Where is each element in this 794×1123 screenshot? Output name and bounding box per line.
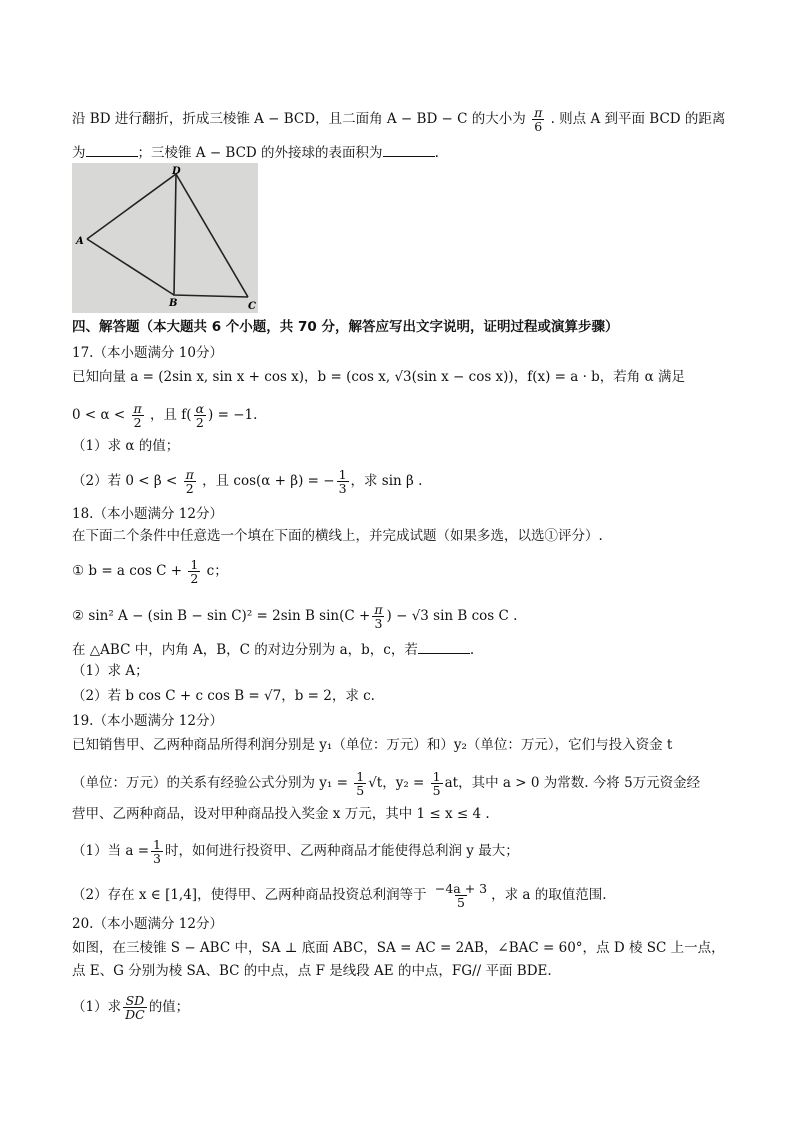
q19-text-g: ，求 a 的取值范围. bbox=[491, 887, 607, 903]
q19-text-b: √t，y₂ = bbox=[368, 775, 425, 791]
q17-line-2 bbox=[72, 402, 754, 429]
q18-text-c: ② sin² A − (sin B − sin C)² = 2sin B sin(C + bbox=[72, 608, 371, 624]
intro-line-1 bbox=[72, 106, 754, 133]
fraction-sd-dc bbox=[123, 994, 147, 1021]
intro-line-2 bbox=[72, 143, 754, 162]
q20-text-b: 的值； bbox=[148, 999, 190, 1015]
triangle-figure-svg bbox=[72, 163, 258, 313]
answer-blank-2[interactable] bbox=[383, 143, 435, 157]
frac-num: −4a + 3 bbox=[434, 881, 488, 896]
q19-title: 19.（本小题满分 12分） bbox=[72, 713, 223, 729]
q19-part-1 bbox=[72, 838, 754, 865]
q17-text-c: ) = −1. bbox=[208, 407, 258, 423]
frac-num: α bbox=[195, 401, 205, 416]
frac-den: 2 bbox=[185, 481, 194, 496]
q18-condition-2 bbox=[72, 603, 754, 630]
fraction-1-2 bbox=[188, 558, 200, 585]
fraction-1-5 bbox=[431, 770, 443, 797]
frac-den: 3 bbox=[338, 481, 347, 496]
frac-den: 5 bbox=[457, 895, 465, 910]
q18-line-1: 在下面二个条件中任意选一个填在下面的横线上，并完成试题（如果多选，以选①评分）. bbox=[72, 528, 603, 544]
q17-text-d: （2）若 0 < β < bbox=[72, 473, 178, 489]
q19-text-c: at，其中 a > 0 为常数. 今将 5万元资金经 bbox=[444, 775, 701, 791]
frac-den: 5 bbox=[432, 783, 441, 798]
q18-title: 18.（本小题满分 12分） bbox=[72, 506, 223, 522]
frac-den: 2 bbox=[133, 415, 142, 430]
q17-part-2 bbox=[72, 468, 754, 495]
intro-text-d: ；三棱锥 A − BCD 的外接球的表面积为 bbox=[137, 145, 383, 161]
q18-part-1: （1）求 A； bbox=[72, 663, 149, 679]
q18-text-f: . bbox=[469, 642, 475, 658]
q19-line-3: 营甲、乙两种商品，设对甲种商品投入奖金 x 万元，其中 1 ≤ x ≤ 4 . bbox=[72, 806, 490, 822]
intro-text-c: 为 bbox=[72, 145, 86, 161]
frac-den: 3 bbox=[374, 616, 383, 631]
q17-text-a: 0 < α < bbox=[72, 407, 126, 423]
label-d: D bbox=[172, 166, 181, 177]
frac-den: 6 bbox=[534, 119, 543, 134]
label-b: B bbox=[169, 298, 178, 309]
q17-title: 17.（本小题满分 10分） bbox=[72, 345, 223, 361]
fraction-pi-6 bbox=[532, 106, 544, 133]
q18-text-e: 在 △ABC 中，内角 A，B，C 的对边分别为 a，b，c，若 bbox=[72, 642, 418, 658]
q18-line-4 bbox=[72, 640, 754, 659]
fraction-1-3 bbox=[151, 838, 163, 865]
label-c: C bbox=[248, 301, 256, 312]
intro-text-a: 沿 BD 进行翻折，折成三棱锥 A − BCD，且二面角 A − BD − C 的大小为 bbox=[72, 111, 526, 127]
q20-text-a: （1）求 bbox=[72, 999, 122, 1015]
frac-den: 5 bbox=[356, 783, 365, 798]
frac-num: π bbox=[374, 602, 383, 617]
q20-line-1: 如图，在三棱锥 S − ABC 中，SA ⊥ 底面 ABC，SA = AC = 2AB，∠BAC = 60°，点 D 棱 SC 上一点， bbox=[72, 940, 725, 956]
q18-text-b: c； bbox=[206, 563, 228, 579]
q19-part-2 bbox=[72, 882, 754, 909]
q19-line-1: 已知销售甲、乙两种商品所得利润分别是 y₁（单位：万元）和）y₂（单位：万元），它们与投入资金 t bbox=[72, 737, 673, 753]
q18-text-a: ① b = a cos C + bbox=[72, 563, 183, 579]
fraction-1-3 bbox=[337, 468, 349, 495]
fraction-pi-2 bbox=[132, 402, 144, 429]
q17-text-f: ，求 sin β . bbox=[350, 473, 423, 489]
frac-num: π bbox=[534, 105, 543, 120]
q20-title: 20.（本小题满分 12分） bbox=[72, 916, 223, 932]
fraction-pi-2 bbox=[184, 468, 196, 495]
q17-part-1: （1）求 α 的值； bbox=[72, 438, 180, 454]
frac-num: SD bbox=[125, 993, 145, 1008]
q20-line-2: 点 E、G 分别为棱 SA、BC 的中点，点 F 是线段 AE 的中点，FG// 平面 BDE. bbox=[72, 963, 552, 979]
label-a: A bbox=[76, 236, 84, 247]
frac-num: π bbox=[133, 401, 142, 416]
answer-blank-3[interactable] bbox=[418, 640, 470, 654]
q18-condition-1 bbox=[72, 558, 754, 585]
q19-text-d: （1）当 a = bbox=[72, 843, 150, 859]
fraction-expr bbox=[433, 882, 489, 909]
q19-text-a: （单位：万元）的关系有经验公式分别为 y₁ = bbox=[72, 775, 348, 791]
figure-edges bbox=[87, 174, 248, 297]
q17-text-e: ，且 cos(α + β) = − bbox=[202, 473, 335, 489]
edge-ab bbox=[87, 239, 174, 295]
intro-text-e: . bbox=[434, 145, 439, 161]
frac-num: 1 bbox=[190, 557, 199, 572]
q18-part-2: （2）若 b cos C + c cos B = √7，b = 2，求 c. bbox=[72, 688, 375, 704]
frac-den: 2 bbox=[190, 571, 199, 586]
frac-den: DC bbox=[125, 1007, 145, 1022]
fraction-pi-3 bbox=[372, 603, 384, 630]
q19-line-2 bbox=[72, 770, 754, 797]
q19-text-e: 时，如何进行投资甲、乙两种商品才能使得总利润 y 最大； bbox=[165, 843, 519, 859]
q19-text-f: （2）存在 x ∈ [1,4]，使得甲、乙两种商品投资总利润等于 bbox=[72, 887, 427, 903]
answer-blank-1[interactable] bbox=[86, 143, 138, 157]
q17-text-b: ，且 f( bbox=[150, 407, 192, 423]
frac-num: 1 bbox=[356, 769, 365, 784]
frac-num: 1 bbox=[432, 769, 441, 784]
q20-part-1 bbox=[72, 994, 754, 1021]
frac-num: π bbox=[185, 467, 194, 482]
fraction-alpha-2 bbox=[194, 402, 206, 429]
q17-line-1: 已知向量 a = (2sin x, sin x + cos x)，b = (cos x, √3(sin x − cos x))，f(x) = a · b，若角 α 满足 bbox=[72, 369, 686, 385]
frac-num: 1 bbox=[338, 467, 347, 482]
fraction-1-5 bbox=[354, 770, 366, 797]
intro-text-b: . 则点 A 到平面 BCD 的距离 bbox=[550, 111, 726, 127]
frac-num: 1 bbox=[153, 837, 161, 852]
triangle-figure-photo bbox=[72, 163, 258, 313]
frac-den: 2 bbox=[195, 415, 204, 430]
q18-text-d: ) − √3 sin B cos C . bbox=[386, 608, 518, 624]
section-4-header: 四、解答题（本大题共 6 个小题，共 70 分，解答应写出文字说明，证明过程或演算步骤） bbox=[72, 319, 619, 335]
edge-dc bbox=[176, 174, 248, 297]
frac-den: 3 bbox=[153, 851, 161, 866]
